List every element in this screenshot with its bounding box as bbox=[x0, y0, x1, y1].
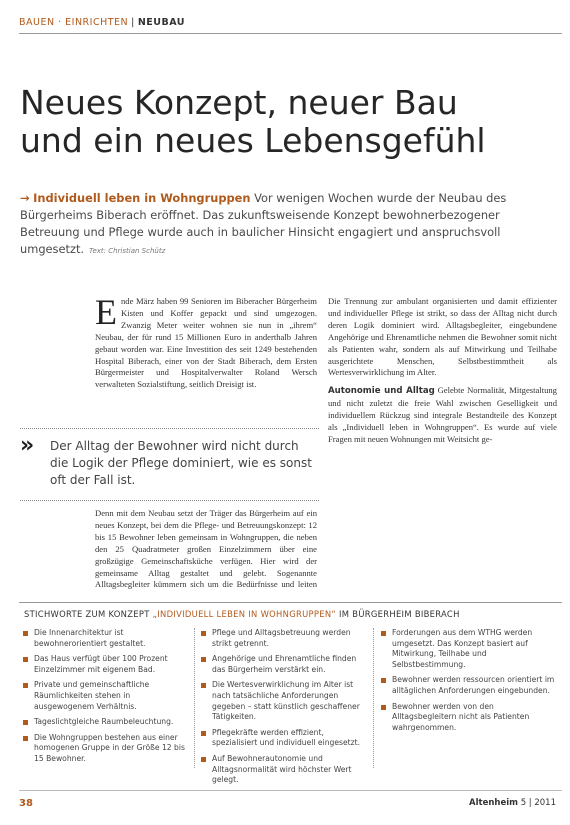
quote-mark-icon: » bbox=[20, 433, 35, 458]
list-item: Bewohner werden ressourcen orientiert im alltäglichen Anforderungen eingebunden. bbox=[380, 675, 555, 696]
article-headline bbox=[20, 84, 560, 160]
infobox-title-quote: „INDIVIDUELL LEBEN IN WOHNGRUPPEN“ bbox=[149, 609, 340, 619]
rubric-separator: | bbox=[131, 17, 135, 28]
list-item: Bewohner werden von den Alltagsbegleitern nicht als Patienten wahrgenommen. bbox=[380, 702, 555, 734]
infobox-title-prefix: STICHWORTE ZUM KONZEPT bbox=[24, 609, 150, 619]
infobox-title-suffix: IM BÜRGERHEIM BIBERACH bbox=[339, 609, 460, 619]
pullquote-rule-bottom bbox=[20, 500, 319, 501]
list-item: Private und gemeinschaftliche Räumlichkeiten stehen in ausgewogenem Verhältnis. bbox=[22, 680, 187, 712]
footer-rule bbox=[19, 790, 562, 791]
infobox-title bbox=[24, 609, 460, 619]
paragraph-4: Gelebte Normalität, Mitgestaltung und nicht zuletzt die freie Wahl zwischen Geselligkeit und individuellem Rückzug sind integrale Bestandteile des Konzept als „Individuell leben in Wohngruppen“. Es wurde auf viele Fragen mit neuen Wohnungen mit Weitsicht ge- bbox=[328, 385, 557, 444]
page-number: 38 bbox=[19, 798, 33, 809]
pullquote-rule-top bbox=[20, 428, 319, 429]
body-column-right bbox=[328, 296, 557, 446]
issue-number: 5 | 2011 bbox=[520, 798, 556, 808]
rubric-subcategory: NEUBAU bbox=[137, 17, 186, 28]
list-item: Die Innenarchitektur ist bewohnerorientiert gestaltet. bbox=[22, 628, 187, 649]
list-item: Auf Bewohnerautonomie und Alltagsnormalität wird höchster Wert gelegt. bbox=[200, 754, 365, 786]
paragraph-3: Die Trennung zur ambulant organisierten und damit effizienter und individueller Pflege ist strikt, so dass der Alltag nicht durch deren Logik dominiert wird. Alltagsbegleiter, eingebundene Angehörige und Ehrenamtliche nehmen die Bewohner somit nicht als Patienten wahr, sondern als auf Mitwirkung und Teilhabe ausgerichtete Menschen, Selbstbestimmtheit als Wertesverwirklichung im Alter. bbox=[328, 296, 557, 378]
list-item: Die Wertesverwirklichung im Alter ist nach tatsächliche Anforderungen gegeben – statt künstlich geschaffener Tätigkeiten. bbox=[200, 680, 365, 722]
body-column-left-bottom bbox=[95, 508, 317, 592]
list-item: Pflegekräfte werden effizient, spezialisiert und individuell eingesetzt. bbox=[200, 728, 365, 749]
lead-text: Vor wenigen Wochen wurde der Neubau des Bürgerheims Biberach eröffnet. Das zukunftsweisende Konzept bewohnerbezogener Betreuung und Pflege wurde auch in baulicher Hinsicht engagiert und anspruchsvoll umgesetzt. bbox=[20, 191, 507, 256]
lead-kicker: Individuell leben in Wohngruppen bbox=[33, 191, 251, 205]
list-item: Forderungen aus dem WTHG werden umgesetzt. Das Konzept basiert auf Mitwirkung, Teilhabe und Selbstbestimmung. bbox=[380, 628, 555, 670]
author-credit: Text: Christian Schütz bbox=[89, 247, 166, 255]
infobox-column-3 bbox=[380, 628, 555, 738]
paragraph-2: Denn mit dem Neubau setzt der Träger das Bürgerheim auf ein neues Konzept, bei dem die Pflege- und Betreuungskonzept: 12 bis 15 Bewohner leben gemeinsam in Wohngruppen, die neben den 25 Quadratmeter großen Einzelzimmern über eine großzügige Gemeinschaftsküche verfügen. Hier wird der gemeinsame Alltag gestaltet und gelebt. Sogenannte Alltagsbegleiter kümmern sich um die Bedürfnisse und leiten bbox=[95, 508, 317, 590]
list-item: Das Haus verfügt über 100 Prozent Einzelzimmer mit eigenem Bad. bbox=[22, 654, 187, 675]
arrow-icon: → bbox=[20, 191, 30, 205]
column-divider bbox=[373, 628, 374, 768]
pullquote-text: Der Alltag der Bewohner wird nicht durch die Logik der Pflege dominiert, wie es sonst oft der Fall ist. bbox=[50, 439, 312, 487]
rubric-category: BAUEN · EINRICHTEN bbox=[19, 17, 129, 28]
headline-line-1: Neues Konzept, neuer Bau bbox=[20, 83, 458, 122]
drop-cap: E bbox=[95, 292, 117, 332]
list-item: Die Wohngruppen bestehen aus einer homogenen Gruppe in der Größe 12 bis 15 Bewohner. bbox=[22, 733, 187, 765]
column-divider bbox=[194, 628, 195, 768]
list-item: Tageslichtgleiche Raumbeleuchtung. bbox=[22, 717, 187, 728]
headline-line-2: und ein neues Lebensgefühl bbox=[20, 121, 486, 160]
body-column-left-top bbox=[95, 292, 317, 391]
infobox-column-1 bbox=[22, 628, 187, 770]
paragraph-1: nde März haben 99 Senioren im Biberacher Bürgerheim Kisten und Koffer gepackt und sind umgezogen. Zwanzig Meter weiter wohnen sie nun in „ihrem“ Neubau, der für rund 15 Millionen Euro in anderthalb Jahren gebaut worden war. Eine Investition des seit 1249 bestehenden Hospital Biberach, einer von der Stadt Biberach, dem Ersten Bürgermeister und Hospitalverwalter Roland Wersch verwalteten Sozialstiftung, seitlich Dreisigt ist. bbox=[95, 296, 317, 390]
infobox-rule bbox=[19, 602, 562, 603]
article-lead bbox=[20, 190, 560, 260]
subheading-autonomy: Autonomie und Alltag bbox=[328, 386, 435, 397]
infobox-column-2 bbox=[200, 628, 365, 791]
magazine-name: Altenheim bbox=[469, 798, 518, 808]
top-rule bbox=[19, 33, 562, 34]
footer-publication bbox=[469, 798, 556, 808]
section-rubric bbox=[19, 17, 185, 28]
list-item: Angehörige und Ehrenamtliche finden das Bürgerheim verstärkt ein. bbox=[200, 654, 365, 675]
list-item: Pflege und Alltagsbetreuung werden strikt getrennt. bbox=[200, 628, 365, 649]
